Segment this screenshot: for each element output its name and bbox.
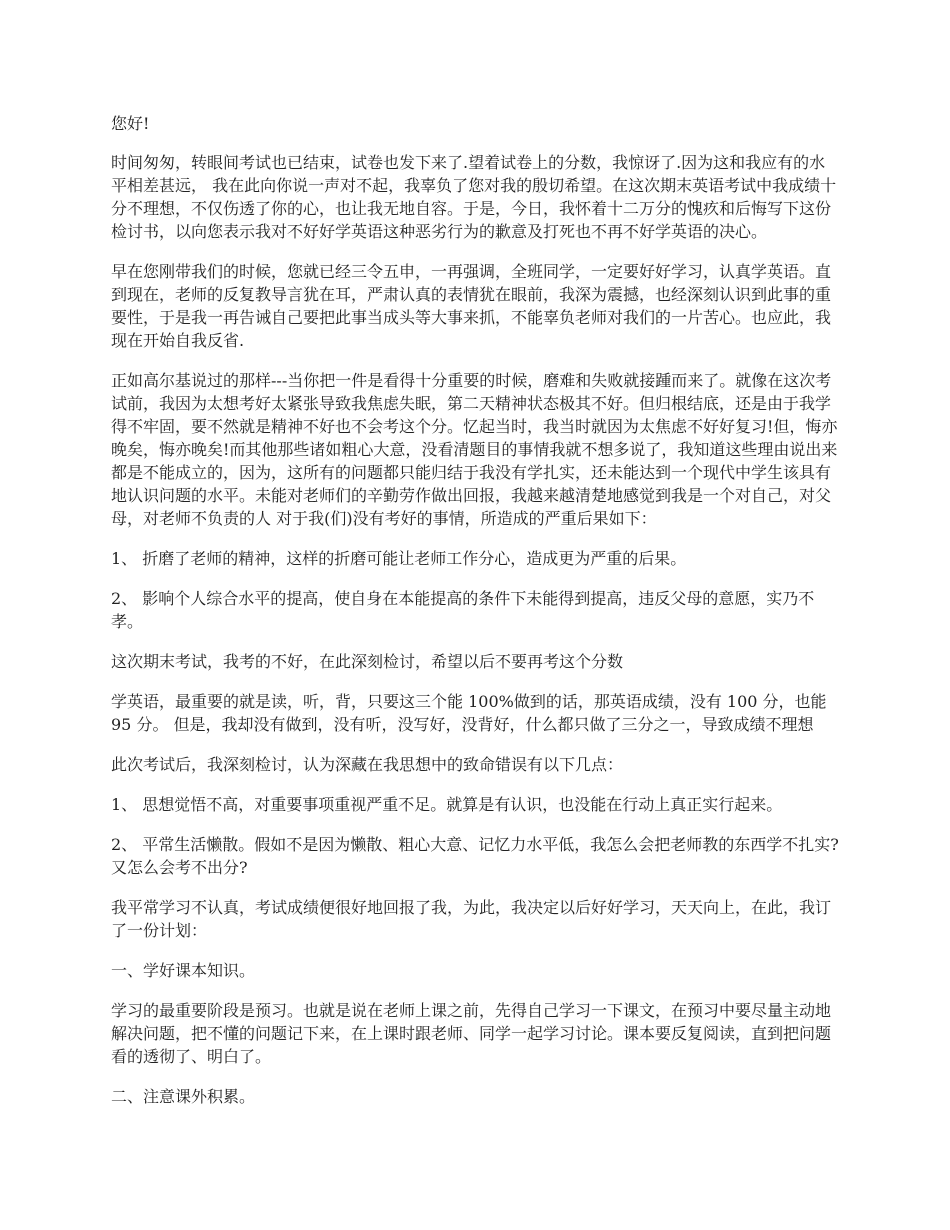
consequence-item-1: 1、 折磨了老师的精神，这样的折磨可能让老师工作分心，造成更为严重的后果。 bbox=[111, 549, 687, 568]
paragraph-english-study: 学英语，最重要的就是读，听，背，只要这三个能 100%做到的话，那英语成绩，没有 100 分，也能 95 分。 但是，我却没有做到，没有听，没写好，没背好，什么都只做了三分之一，导致成绩不理想 bbox=[111, 692, 832, 734]
paragraph-mistakes-intro: 此次考试后，我深刻检讨，认为深藏在我思想中的致命错误有以下几点： bbox=[111, 755, 624, 774]
paragraph-gorky-quote: 正如高尔基说过的那样---当你把一件是看得十分重要的时候，磨难和失败就接踵而来了。就像在这次考试前，我因为太想考好太紧张导致我焦虑失眠，第二天精神状态极其不好。但归根结底，还是由于我学得不牢固，要不然就是精神不好也不会考这个分。忆起当时，我当时就因为太焦虑不好好复习!但，悔亦晚矣，悔亦晚矣!而其他那些诸如粗心大意，没看清题目的事情我就不想多说了，我知道这些理由说出来都是不能成立的，因为，这所有的问题都只能归结于我没有学扎实，还未能达到一个现代中学生该具有地认识问题的水平。未能对老师们的辛勤劳作做出回报，我越来越清楚地感觉到我是一个对自己，对父母，对老师不负责的人 对于我(们)没有考好的事情，所造成的严重后果如下： bbox=[111, 371, 838, 528]
document-page bbox=[111, 112, 841, 1125]
mistake-item-1: 1、 思想觉悟不高，对重要事项重视严重不足。就算是有认识，也没能在行动上真正实行起来。 bbox=[111, 795, 783, 814]
paragraph-teacher-reminder: 早在您刚带我们的时候，您就已经三令五申，一再强调，全班同学，一定要好好学习，认真学英语。直到现在，老师的反复教导言犹在耳，严肃认真的表情犹在眼前，我深为震撼，也经深刻认识到此事的重要性，于是我一再告诫自己要把此事当成头等大事来抓，不能辜负老师对我们的一片苦心。也应此，我现在开始自我反省. bbox=[111, 262, 832, 350]
paragraph-exam-reflection: 这次期末考试，我考的不好，在此深刻检讨，希望以后不要再考这个分数 bbox=[111, 652, 624, 671]
plan-heading-1: 一、学好课本知识。 bbox=[111, 961, 256, 980]
paragraph-intro: 时间匆匆，转眼间考试也已结束，试卷也发下来了.望着试卷上的分数，我惊讶了.因为这和我应有的水平相差甚远， 我在此向你说一声对不起，我辜负了您对我的殷切希望。在这次期末英语考试中我成绩十分不理想，不仅伤透了你的心，也让我无地自容。于是，今日，我怀着十二万分的愧疚和后悔写下这份检讨书，以向您表示我对不好好学英语这种恶劣行为的歉意及打死也不再不好学英语的决心。 bbox=[111, 153, 837, 241]
paragraph-preview: 学习的最重要阶段是预习。也就是说在老师上课之前，先得自己学习一下课文，在预习中要尽量主动地解决问题，把不懂的问题记下来，在上课时跟老师、同学一起学习讨论。课本要反复阅读，直到把问题看的透彻了、明白了。 bbox=[111, 1001, 832, 1066]
consequence-item-2: 2、 影响个人综合水平的提高，使自身在本能提高的条件下未能得到提高，违反父母的意愿，实乃不孝。 bbox=[111, 589, 815, 631]
paragraph-plan-intro: 我平常学习不认真，考试成绩便很好地回报了我，为此，我决定以后好好学习，天天向上，在此，我订了一份计划： bbox=[111, 898, 832, 940]
plan-heading-2: 二、注意课外积累。 bbox=[111, 1087, 256, 1106]
mistake-item-2: 2、 平常生活懒散。假如不是因为懒散、粗心大意、记忆力水平低，我怎么会把老师教的东西学不扎实?又怎么会考不出分? bbox=[111, 835, 839, 877]
greeting: 您好! bbox=[111, 114, 150, 133]
